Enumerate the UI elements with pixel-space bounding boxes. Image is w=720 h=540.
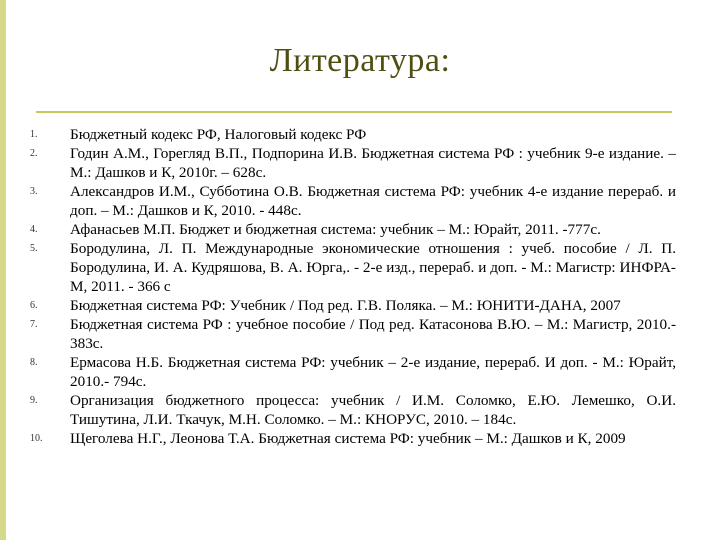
list-item-number: 6. xyxy=(30,300,38,311)
list-item-text: Бюджетная система РФ: Учебник / Под ред. Г.В. Поляка. – М.: ЮНИТИ-ДАНА, 2007 xyxy=(70,297,621,314)
list-item-text: Годин А.М., Горегляд В.П., Подпорина И.В. Бюджетная система РФ : учебник 9-е издание. – М.: Дашков и К, 2010г. – 628с. xyxy=(70,145,676,181)
list-item xyxy=(30,296,676,315)
list-item-text: Бородулина, Л. П. Международные экономические отношения : учеб. пособие / Л. П. Бородулина, И. А. Кудряшова, В. А. Юрга,. - 2-е изд., перераб. и доп. - М.: Магистр: ИНФРА-М, 2011. - 366 с xyxy=(70,240,676,295)
list-item-text: Ермасова Н.Б. Бюджетная система РФ: учебник – 2-е издание, перераб. И доп. - М.: Юрайт, 2010.- 794с. xyxy=(70,354,676,390)
list-item-text: Щеголева Н.Г., Леонова Т.А. Бюджетная система РФ: учебник – М.: Дашков и К, 2009 xyxy=(70,430,626,447)
list-item-number: 3. xyxy=(30,186,38,197)
list-item xyxy=(30,429,676,448)
list-item-number: 4. xyxy=(30,224,38,235)
list-item xyxy=(30,125,676,144)
list-item xyxy=(30,353,676,391)
list-item-text: Бюджетный кодекс РФ, Налоговый кодекс РФ xyxy=(70,126,367,143)
list-item xyxy=(30,220,676,239)
title-divider xyxy=(36,111,672,113)
list-item-number: 7. xyxy=(30,319,38,330)
list-item-text: Организация бюджетного процесса: учебник / И.М. Соломко, Е.Ю. Лемешко, О.И. Тишутина, Л.И. Ткачук, М.Н. Соломко. – М.: КНОРУС, 2010. – 184с. xyxy=(70,392,676,428)
slide-title: Литература: xyxy=(269,42,451,79)
list-item xyxy=(30,315,676,353)
list-item-number: 8. xyxy=(30,357,38,368)
list-item-number: 2. xyxy=(30,148,38,159)
list-item-text: Александров И.М., Субботина О.В. Бюджетная система РФ: учебник 4-е издание перераб. и доп. – М.: Дашков и К, 2010. - 448с. xyxy=(70,183,676,219)
list-item-text: Афанасьев М.П. Бюджет и бюджетная система: учебник – М.: Юрайт, 2011. -777с. xyxy=(70,221,601,238)
list-item xyxy=(30,144,676,182)
list-item-number: 1. xyxy=(30,129,38,140)
list-item xyxy=(30,391,676,429)
left-accent-bar xyxy=(0,0,6,540)
list-item-text: Бюджетная система РФ : учебное пособие / Под ред. Катасонова В.Ю. – М.: Магистр, 2010.- 383с. xyxy=(70,316,676,352)
list-item xyxy=(30,182,676,220)
list-item-number: 10. xyxy=(30,433,43,444)
list-item-number: 9. xyxy=(30,395,38,406)
reference-list xyxy=(30,125,676,448)
list-item xyxy=(30,239,676,296)
list-item-number: 5. xyxy=(30,243,38,254)
